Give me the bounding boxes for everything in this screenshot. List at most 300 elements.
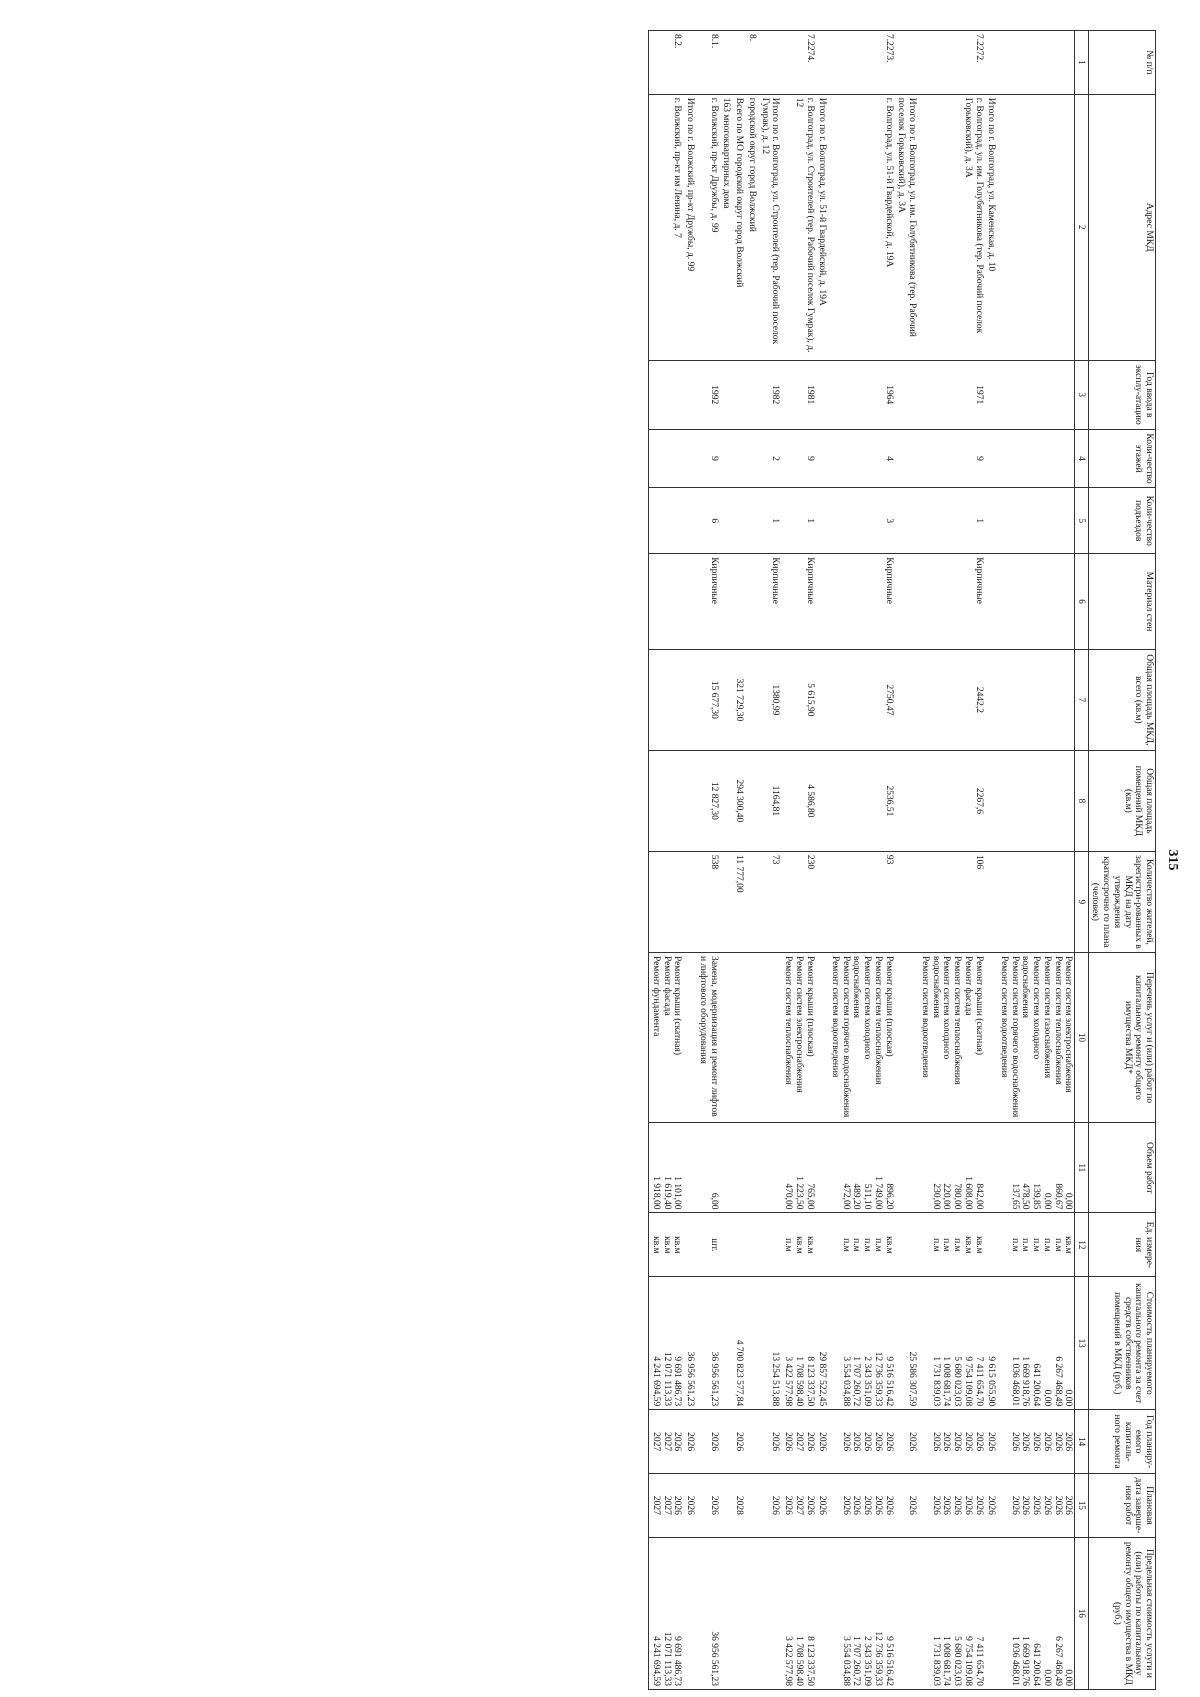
plan-year-cell-item: 2026: [1031, 1432, 1042, 1452]
floors-cell-value: 2: [770, 456, 781, 461]
floors-cell: [696, 429, 719, 487]
address-cell: [781, 94, 815, 360]
cost-cell-item: 29 857 522,45: [817, 1351, 828, 1407]
year-cell: [683, 360, 696, 429]
address-cell: [720, 94, 733, 360]
table-row: [683, 31, 696, 1690]
year-cell-value: 1982: [770, 385, 781, 405]
unit-cell: [918, 1213, 984, 1277]
entrances-cell: [918, 488, 984, 554]
end-year-cell-item: 2027: [661, 1495, 672, 1515]
volume-cell-item: 1 619,40: [661, 1176, 672, 1210]
volume-cell-item: 765,00: [804, 1183, 815, 1210]
unit-cell: [758, 1213, 781, 1277]
entrances-cell: [696, 488, 719, 554]
cost-cell-item: 12 736 359,33: [872, 1351, 883, 1407]
year-cell-value: 1971: [973, 385, 984, 405]
entrances-cell: [758, 488, 781, 554]
unit-cell: [781, 1213, 815, 1277]
limit-cell-item: 1 008 681,74: [941, 1636, 952, 1686]
area-rooms-cell: [720, 750, 733, 851]
area-total-cell: [696, 649, 719, 750]
address-cell-value: г. Волжский, пр-кт Дружбы, д. 99: [708, 97, 719, 233]
cost-cell-item: 1 708 598,40: [793, 1356, 804, 1407]
residents-cell: [997, 851, 1075, 952]
table-row: [732, 31, 745, 1690]
end-year-cell-item: 2026: [952, 1495, 963, 1515]
unit-cell-item: п.м: [783, 1238, 794, 1252]
volume-cell: [997, 1123, 1075, 1213]
plan-year-cell-item: 2026: [840, 1432, 851, 1452]
area-total-cell: [683, 649, 696, 750]
volume-cell-item: 1 918,00: [651, 1176, 661, 1210]
entrances-cell-value: 3: [883, 518, 894, 524]
year-cell: [758, 360, 781, 429]
address-cell-value: Итого по г. Волгоград, ул. Каменская, д. 10: [986, 97, 997, 272]
row-number-value: 8.2.: [672, 34, 683, 49]
entrances-cell: [985, 488, 998, 554]
residents-cell: [649, 851, 684, 952]
volume-cell-item: 860,67: [1052, 1183, 1063, 1210]
volume-cell: [985, 1123, 998, 1213]
cost-cell-item: 12 071 113,33: [661, 1351, 672, 1407]
plan-year-cell-item: 2026: [1020, 1432, 1031, 1452]
limit-cell: [683, 1537, 696, 1689]
column-header: Объем работ: [1088, 1123, 1155, 1213]
area-rooms-cell: [918, 750, 984, 851]
material-cell: [732, 554, 745, 650]
residents-cell: [816, 851, 829, 952]
area-rooms-cell: [745, 750, 758, 851]
limit-cell-item: 1 669 918,76: [1020, 1636, 1031, 1686]
address-cell: [895, 94, 918, 360]
unit-cell: [895, 1213, 918, 1277]
column-header: Год планиру-емого капиталь-ного ремонта: [1088, 1410, 1155, 1474]
column-number: 7: [1075, 649, 1088, 750]
year-cell: [720, 360, 733, 429]
plan-year-cell-item: 2026: [883, 1432, 894, 1452]
area-total-cell: [828, 649, 894, 750]
floors-cell: [985, 429, 998, 487]
plan-year-cell: [720, 1410, 733, 1474]
limit-cell: [985, 1537, 998, 1689]
limit-cell-item: 1 731 839,03: [930, 1636, 941, 1686]
table-row: [781, 31, 815, 1690]
area-rooms-cell: [997, 750, 1075, 851]
material-cell: [895, 554, 918, 650]
residents-cell: [781, 851, 815, 952]
plan-year-cell-item: 2026: [986, 1432, 997, 1452]
column-header: Коли-чество подъездов: [1088, 488, 1155, 554]
residents-cell: [918, 851, 984, 952]
cost-cell-item: 0,00: [1041, 1389, 1052, 1407]
end-year-cell-item: 2026: [907, 1495, 918, 1515]
floors-cell: [781, 429, 815, 487]
works-cell-item: Ремонт систем теплоснабжения: [872, 955, 883, 1085]
volume-cell-item: 896,20: [883, 1183, 894, 1210]
unit-cell: [828, 1213, 894, 1277]
plan-year-cell-item: 2026: [708, 1432, 719, 1452]
end-year-cell-item: 2026: [783, 1495, 794, 1515]
material-cell-value: Кирпичные: [770, 557, 781, 604]
cost-cell-item: 1 008 681,74: [941, 1356, 952, 1407]
limit-cell-item: 9 754 109,08: [962, 1636, 973, 1686]
limit-cell-item: 4 241 694,59: [651, 1636, 661, 1686]
end-year-cell: [720, 1473, 733, 1537]
plan-year-cell-item: 2026: [770, 1432, 781, 1452]
cost-cell-item: 25 586 307,59: [907, 1351, 918, 1407]
row-number: [683, 31, 696, 95]
cost-cell-item: 36 956 561,23: [685, 1351, 696, 1407]
works-cell: [649, 952, 684, 1122]
limit-cell-item: 641 200,64: [1031, 1643, 1042, 1686]
address-cell: [918, 94, 984, 360]
area-total-cell-value: 1380,99: [770, 684, 781, 716]
area-total-cell: [895, 649, 918, 750]
end-year-cell-item: 2026: [1041, 1495, 1052, 1515]
volume-cell: [781, 1123, 815, 1213]
cost-cell: [985, 1277, 998, 1410]
unit-cell-item: кв.м: [1063, 1236, 1074, 1254]
end-year-cell-item: 2026: [1020, 1495, 1031, 1515]
row-number: [997, 31, 1075, 95]
limit-cell-item: 2 343 351,09: [862, 1636, 873, 1686]
row-number: [732, 31, 745, 95]
plan-year-cell: [732, 1410, 745, 1474]
cost-cell-item: 9 615 055,90: [986, 1356, 997, 1407]
plan-year-cell-item: 2027: [651, 1432, 661, 1452]
end-year-cell: [918, 1473, 984, 1537]
area-rooms-cell: [732, 750, 745, 851]
address-cell-value: Всего по МО городской округ город Волжский: [734, 97, 745, 288]
floors-cell-value: 9: [804, 456, 815, 461]
plan-year-cell-item: 2026: [1041, 1432, 1052, 1452]
floors-cell-value: 4: [883, 456, 894, 461]
limit-cell-item: 0,00: [1041, 1669, 1052, 1686]
unit-cell-item: кв.м: [973, 1236, 984, 1254]
end-year-cell-item: 2026: [872, 1495, 883, 1515]
plan-year-cell-item: 2026: [973, 1432, 984, 1452]
unit-cell-item: кв.м: [672, 1236, 683, 1254]
year-cell: [895, 360, 918, 429]
limit-cell-item: 0,00: [1063, 1669, 1074, 1686]
column-number: 4: [1075, 429, 1088, 487]
limit-cell: [758, 1537, 781, 1689]
floors-cell: [649, 429, 684, 487]
volume-cell-item: 478,50: [1020, 1183, 1031, 1210]
column-number: 8: [1075, 750, 1088, 851]
limit-cell: [745, 1537, 758, 1689]
column-header: Адрес МКД: [1088, 94, 1155, 360]
works-cell-item: Ремонт фундамента: [651, 955, 661, 1037]
year-cell: [696, 360, 719, 429]
area-rooms-cell: [649, 750, 684, 851]
column-number: 10: [1075, 952, 1088, 1122]
floors-cell: [895, 429, 918, 487]
limit-cell-item: 5 680 023,03: [952, 1636, 963, 1686]
works-cell: [985, 952, 998, 1122]
cost-cell: [720, 1277, 733, 1410]
unit-cell-item: кв.м: [793, 1236, 804, 1254]
end-year-cell-item: 2026: [770, 1495, 781, 1515]
area-total-cell-value: 2442,2: [973, 686, 984, 713]
area-total-cell: [649, 649, 684, 750]
material-cell: [683, 554, 696, 650]
end-year-cell: [997, 1473, 1075, 1537]
material-cell: [649, 554, 684, 650]
limit-cell-item: 8 123 337,50: [804, 1636, 815, 1686]
end-year-cell: [758, 1473, 781, 1537]
plan-year-cell-item: 2026: [862, 1432, 873, 1452]
table-row: [895, 31, 918, 1690]
cost-cell-item: 1 669 918,76: [1020, 1356, 1031, 1407]
cost-cell: [696, 1277, 719, 1410]
limit-cell-item: 9 691 486,73: [672, 1636, 683, 1686]
end-year-cell: [895, 1473, 918, 1537]
column-header: Общая площадь МКД, всего (кв.м): [1088, 649, 1155, 750]
area-total-cell: [758, 649, 781, 750]
area-rooms-cell-value: 294 300,40: [734, 779, 745, 823]
volume-cell-item: 220,00: [941, 1183, 952, 1210]
material-cell: [720, 554, 733, 650]
address-cell-value: городской округ город Волжский: [746, 97, 757, 232]
year-cell-value: 1992: [708, 385, 719, 405]
works-cell-item: Ремонт систем холодного водоснабжения: [1020, 955, 1042, 1060]
area-total-cell: [985, 649, 998, 750]
unit-cell-item: п.м: [840, 1238, 851, 1252]
works-cell: [720, 952, 733, 1122]
cost-cell-item: 1 036 468,01: [1009, 1356, 1020, 1407]
table-row: [696, 31, 719, 1690]
column-number: 12: [1075, 1213, 1088, 1277]
address-cell: [649, 94, 684, 360]
table-row: [828, 31, 894, 1690]
entrances-cell: [816, 488, 829, 554]
entrances-cell-value: 1: [804, 518, 815, 524]
residents-cell-value: 106: [973, 854, 984, 870]
limit-cell-item: 6 267 468,49: [1052, 1636, 1063, 1686]
address-cell-value: Итого по г. Волгоград, ул. им. Голубятникова (тер. Рабочий поселок Горьковский), д. 3А: [896, 97, 918, 337]
table-row: [720, 31, 733, 1690]
area-rooms-cell: [683, 750, 696, 851]
limit-cell: [732, 1537, 745, 1689]
volume-cell: [816, 1123, 829, 1213]
area-rooms-cell-value: 1164,81: [770, 785, 781, 817]
area-rooms-cell-value: 4 586,80: [804, 784, 815, 818]
unit-cell-item: кв.м: [661, 1236, 672, 1254]
works-cell: [745, 952, 758, 1122]
end-year-cell: [696, 1473, 719, 1537]
volume-cell: [683, 1123, 696, 1213]
plan-year-cell: [895, 1410, 918, 1474]
floors-cell: [816, 429, 829, 487]
row-number: [895, 31, 918, 95]
area-rooms-cell: [895, 750, 918, 851]
end-year-cell-item: 2026: [973, 1495, 984, 1515]
limit-cell-item: 12 071 113,33: [661, 1631, 672, 1686]
end-year-cell-item: 2026: [941, 1495, 952, 1515]
residents-cell: [895, 851, 918, 952]
material-cell: [696, 554, 719, 650]
table-row: [918, 31, 984, 1690]
entrances-cell-value: 1: [973, 518, 984, 524]
cost-cell-item: 9 754 109,08: [962, 1356, 973, 1407]
column-header: Год ввода в эксплу-атацию: [1088, 360, 1155, 429]
address-cell: [828, 94, 894, 360]
cost-cell-item: 641 200,64: [1031, 1363, 1042, 1407]
residents-cell-value: 230: [804, 854, 815, 870]
residents-cell: [745, 851, 758, 952]
cost-cell: [758, 1277, 781, 1410]
end-year-cell: [683, 1473, 696, 1537]
row-number: [828, 31, 894, 95]
plan-year-cell-item: 2026: [1063, 1432, 1074, 1452]
limit-cell-item: 3 554 034,88: [840, 1636, 851, 1686]
column-number: 14: [1075, 1410, 1088, 1474]
unit-cell-item: кв.м: [804, 1236, 815, 1254]
cost-cell: [781, 1277, 815, 1410]
unit-cell-item: кв.м: [962, 1236, 973, 1254]
plan-year-cell-item: 2027: [661, 1432, 672, 1452]
plan-year-cell-item: 2026: [1009, 1432, 1020, 1452]
year-cell: [745, 360, 758, 429]
floors-cell: [828, 429, 894, 487]
unit-cell: [997, 1213, 1075, 1277]
floors-cell: [745, 429, 758, 487]
cost-cell: [683, 1277, 696, 1410]
cost-cell-item: 3 422 577,98: [783, 1356, 794, 1407]
row-number: [781, 31, 815, 95]
material-cell-value: Кирпичные: [804, 557, 815, 604]
column-number: 13: [1075, 1277, 1088, 1410]
limit-cell: [720, 1537, 733, 1689]
plan-year-cell: [758, 1410, 781, 1474]
plan-year-cell-item: 2026: [817, 1432, 828, 1452]
row-number: [758, 31, 781, 95]
cost-cell-item: 4 241 694,59: [651, 1356, 661, 1407]
works-cell: [696, 952, 719, 1122]
volume-cell: [732, 1123, 745, 1213]
cost-cell-item: 1 731 839,03: [930, 1356, 941, 1407]
works-cell-item: Ремонт систем электроснабжения: [793, 955, 804, 1093]
volume-cell: [649, 1123, 684, 1213]
limit-cell-item: 12 736 359,33: [872, 1631, 883, 1686]
row-number: [816, 31, 829, 95]
area-total-cell: [781, 649, 815, 750]
entrances-cell: [828, 488, 894, 554]
end-year-cell-item: 2026: [685, 1495, 696, 1515]
unit-cell: [816, 1213, 829, 1277]
volume-cell-item: 0,00: [1041, 1192, 1052, 1210]
residents-cell-value: 73: [770, 854, 781, 865]
end-year-cell: [828, 1473, 894, 1537]
plan-year-cell-item: 2026: [941, 1432, 952, 1452]
unit-cell-item: п.м: [1031, 1238, 1042, 1252]
entrances-cell: [732, 488, 745, 554]
limit-cell: [816, 1537, 829, 1689]
end-year-cell: [781, 1473, 815, 1537]
column-number: 9: [1075, 851, 1088, 952]
works-cell-item: Ремонт систем горячего водоснабжения: [840, 955, 851, 1118]
material-cell: [816, 554, 829, 650]
area-rooms-cell-value: 2267,6: [973, 787, 984, 814]
material-cell-value: Кирпичные: [973, 557, 984, 604]
plan-year-cell-item: 2026: [672, 1432, 683, 1452]
year-cell: [732, 360, 745, 429]
floors-cell: [997, 429, 1075, 487]
limit-cell: [828, 1537, 894, 1689]
table-row: [997, 31, 1075, 1690]
cost-cell-item: 1 707 260,72: [851, 1356, 862, 1407]
cost-cell-item: 13 254 513,88: [770, 1351, 781, 1407]
floors-cell: [683, 429, 696, 487]
end-year-cell: [985, 1473, 998, 1537]
material-cell: [781, 554, 815, 650]
plan-year-cell: [781, 1410, 815, 1474]
row-number-value: 7.2274.: [804, 34, 815, 63]
end-year-cell-item: 2026: [883, 1495, 894, 1515]
material-cell: [758, 554, 781, 650]
area-total-cell: [745, 649, 758, 750]
cost-cell-item: 8 123 337,50: [804, 1356, 815, 1407]
cost-cell-item: 5 680 023,03: [952, 1356, 963, 1407]
floors-cell-value: 9: [708, 456, 719, 461]
table-row: [649, 31, 684, 1690]
residents-cell-value: 538: [708, 854, 719, 870]
area-rooms-cell: [696, 750, 719, 851]
plan-year-cell: [745, 1410, 758, 1474]
end-year-cell-item: 2026: [962, 1495, 973, 1515]
area-rooms-cell: [758, 750, 781, 851]
address-cell-value: г. Волгоград, ул. Строителей (тер. Рабочий поселок Гумрак), д. 12: [793, 97, 815, 353]
end-year-cell-item: 2026: [817, 1495, 828, 1515]
works-cell: [732, 952, 745, 1122]
volume-cell-item: 1 749,00: [872, 1176, 883, 1210]
area-rooms-cell: [828, 750, 894, 851]
cost-cell-item: 36 956 561,23: [708, 1351, 719, 1407]
address-cell-value: г. Волжский, пр-кт им Ленина, д. 7: [672, 97, 683, 238]
plan-year-cell-item: 2026: [734, 1432, 745, 1452]
column-header: Ед. измере-ния: [1088, 1213, 1155, 1277]
column-number-row: [1075, 31, 1088, 1690]
column-number: 16: [1075, 1537, 1088, 1689]
plan-year-cell-item: 2026: [872, 1432, 883, 1452]
volume-cell-item: 137,65: [1009, 1183, 1020, 1210]
column-number: 11: [1075, 1123, 1088, 1213]
volume-cell: [828, 1123, 894, 1213]
row-number: [745, 31, 758, 95]
plan-year-cell-item: 2027: [793, 1432, 804, 1452]
plan-year-cell-item: 2026: [1052, 1432, 1063, 1452]
area-total-cell: [816, 649, 829, 750]
unit-cell-item: п.м: [862, 1238, 873, 1252]
works-cell: [683, 952, 696, 1122]
plan-year-cell: [696, 1410, 719, 1474]
limit-cell-item: 1 708 598,40: [793, 1636, 804, 1686]
volume-cell: [720, 1123, 733, 1213]
works-cell-item: Ремонт систем холодного водоснабжения: [851, 955, 873, 1060]
unit-cell-item: п.м: [851, 1238, 862, 1252]
residents-cell: [720, 851, 733, 952]
year-cell: [985, 360, 998, 429]
unit-cell-item: шт.: [708, 1238, 719, 1252]
column-number: 1: [1075, 31, 1088, 95]
material-cell: [745, 554, 758, 650]
material-cell: [918, 554, 984, 650]
unit-cell-item: п.м: [941, 1238, 952, 1252]
cost-cell: [918, 1277, 984, 1410]
works-cell-item: Ремонт систем теплоснабжения: [1052, 955, 1063, 1085]
